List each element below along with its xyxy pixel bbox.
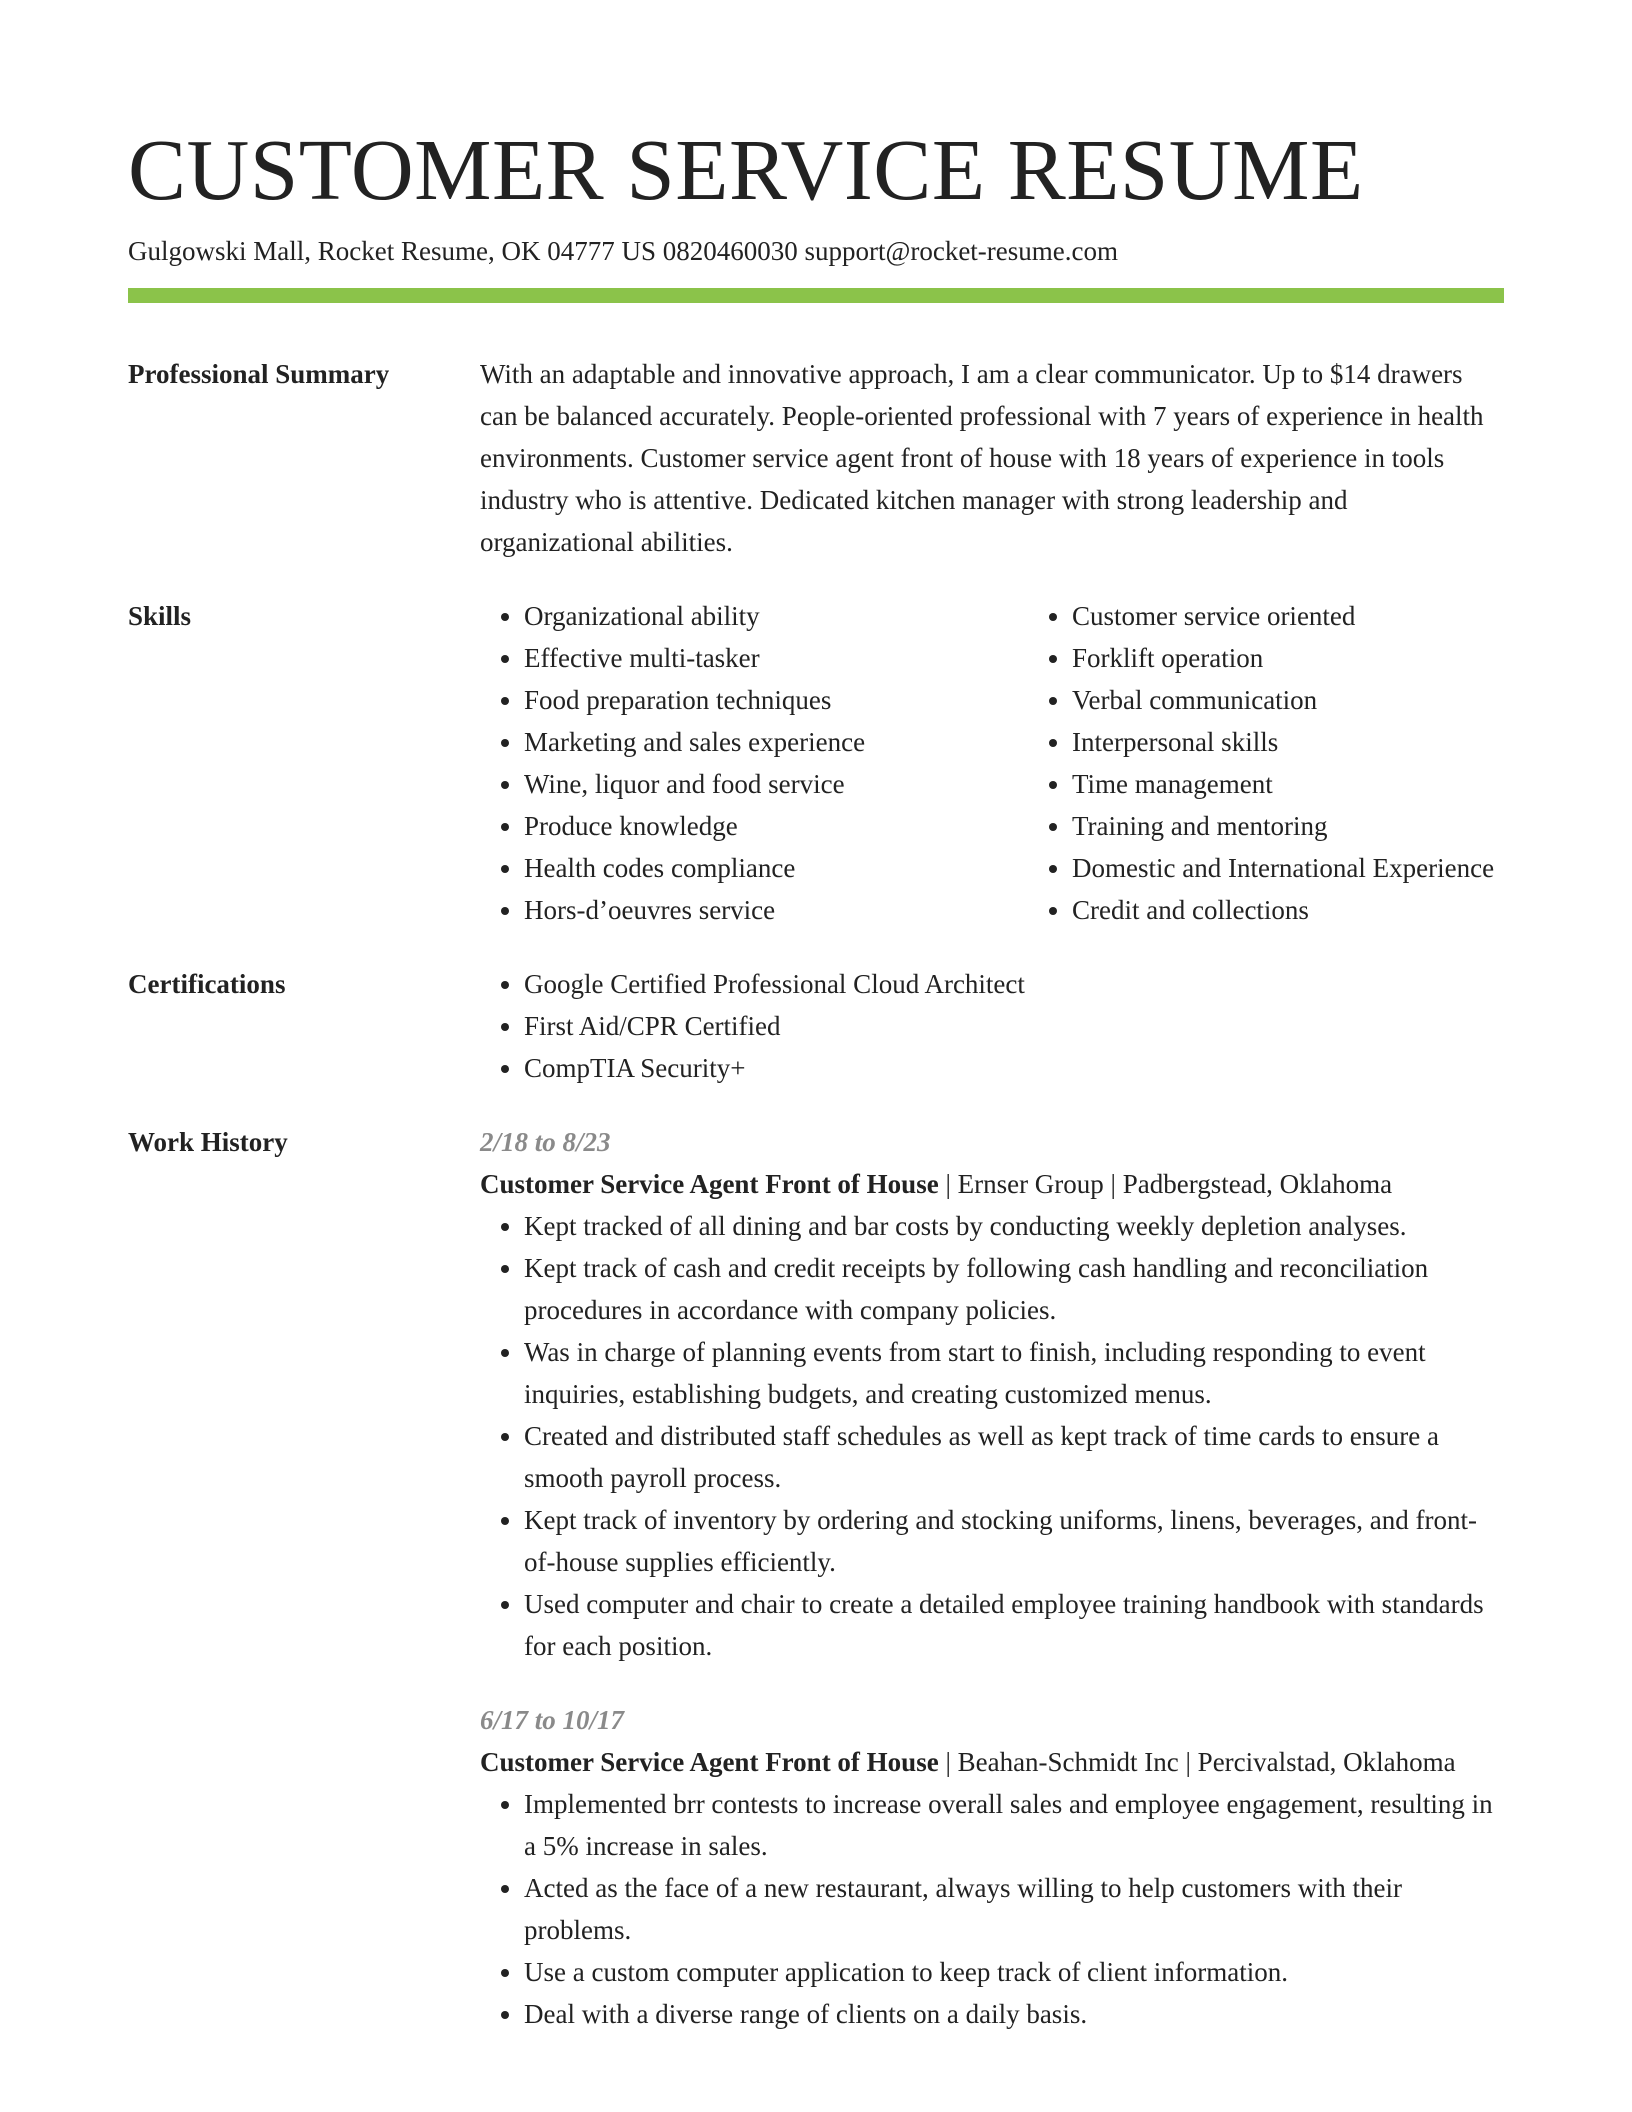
skill-item: • Training and mentoring — [1072, 805, 1504, 847]
certifications-list — [480, 963, 1504, 1089]
certification-item: • Google Certified Professional Cloud Architect — [524, 963, 1504, 1005]
skill-item: • Effective multi-tasker — [524, 637, 1028, 679]
skill-item: • Health codes compliance — [524, 847, 1028, 889]
skill-item: • Food preparation techniques — [524, 679, 1028, 721]
job-bullet: • Used computer and chair to create a detailed employee training handbook with standards for each position. — [524, 1583, 1504, 1667]
certifications-section — [128, 963, 1504, 1089]
certification-item: • First Aid/CPR Certified — [524, 1005, 1504, 1047]
job-bullet: • Use a custom computer application to keep track of client information. — [524, 1951, 1504, 1993]
skill-item: • Verbal communication — [1072, 679, 1504, 721]
skills-grid — [480, 595, 1504, 931]
certifications-body — [480, 963, 1504, 1089]
summary-text: With an adaptable and innovative approach, I am a clear communicator. Up to $14 drawers can be balanced accurately. People-oriented professional with 7 years of experience in health environments. Customer service agent front of house with 18 years of experience in tools industry who is attentive. Dedicated kitchen manager with strong leadership and organizational abilities. — [480, 359, 1484, 557]
job-title: Customer Service Agent Front of House — [480, 1747, 939, 1777]
job-entry — [480, 1121, 1504, 1667]
job-bullet: • Created and distributed staff schedules as well as kept track of time cards to ensure a smooth payroll process. — [524, 1415, 1504, 1499]
job-bullet: • Kept tracked of all dining and bar costs by conducting weekly depletion analyses. — [524, 1205, 1504, 1247]
certification-item: • CompTIA Security+ — [524, 1047, 1504, 1089]
skill-item: • Hors-d’oeuvres service — [524, 889, 1028, 931]
certifications-label: Certifications — [128, 969, 286, 999]
job-dates: 6/17 to 10/17 — [480, 1705, 625, 1735]
skill-item: • Produce knowledge — [524, 805, 1028, 847]
summary-section — [128, 353, 1504, 563]
skill-item: • Interpersonal skills — [1072, 721, 1504, 763]
job-details: | Ernser Group | Padbergstead, Oklahoma — [938, 1169, 1393, 1199]
resume-title: CUSTOMER SERVICE RESUME — [128, 121, 1364, 218]
job-bullets — [480, 1205, 1504, 1667]
job-entry — [480, 1699, 1504, 2035]
skill-item: • Organizational ability — [524, 595, 1028, 637]
accent-divider — [128, 288, 1504, 303]
job-bullet: • Kept track of cash and credit receipts by following cash handling and reconciliation procedures in accordance with company policies. — [524, 1247, 1504, 1331]
skill-item: • Customer service oriented — [1072, 595, 1504, 637]
job-bullet: • Acted as the face of a new restaurant, always willing to help customers with their problems. — [524, 1867, 1504, 1951]
work-history-label: Work History — [128, 1127, 288, 1157]
job-title-line — [480, 1163, 1504, 1205]
job-bullet: • Deal with a diverse range of clients on a daily basis. — [524, 1993, 1504, 2035]
work-history-section — [128, 1121, 1504, 2035]
job-title: Customer Service Agent Front of House — [480, 1169, 939, 1199]
skill-item: • Forklift operation — [1072, 637, 1504, 679]
summary-label: Professional Summary — [128, 359, 390, 389]
skill-item: • Wine, liquor and food service — [524, 763, 1028, 805]
resume-page — [128, 0, 1504, 2035]
skill-item: • Domestic and International Experience — [1072, 847, 1504, 889]
skills-column-2 — [1028, 595, 1504, 931]
skills-column-1 — [480, 595, 1028, 931]
skill-item: • Credit and collections — [1072, 889, 1504, 931]
job-bullet: • Implemented brr contests to increase overall sales and employee engagement, resulting in a 5% increase in sales. — [524, 1783, 1504, 1867]
job-bullet: • Kept track of inventory by ordering and stocking uniforms, linens, beverages, and front-of-house supplies efficiently. — [524, 1499, 1504, 1583]
skill-item: • Time management — [1072, 763, 1504, 805]
job-bullet: • Was in charge of planning events from start to finish, including responding to event inquiries, establishing budgets, and creating customized menus. — [524, 1331, 1504, 1415]
skills-section — [128, 595, 1504, 931]
job-dates: 2/18 to 8/23 — [480, 1127, 611, 1157]
job-title-line — [480, 1741, 1504, 1783]
job-bullets — [480, 1783, 1504, 2035]
job-details: | Beahan-Schmidt Inc | Percivalstad, Oklahoma — [938, 1747, 1456, 1777]
work-history-body — [480, 1121, 1504, 2035]
contact-line: Gulgowski Mall, Rocket Resume, OK 04777 US 0820460030 support@rocket-resume.com — [128, 236, 1118, 266]
skills-label: Skills — [128, 601, 192, 631]
skill-item: • Marketing and sales experience — [524, 721, 1028, 763]
